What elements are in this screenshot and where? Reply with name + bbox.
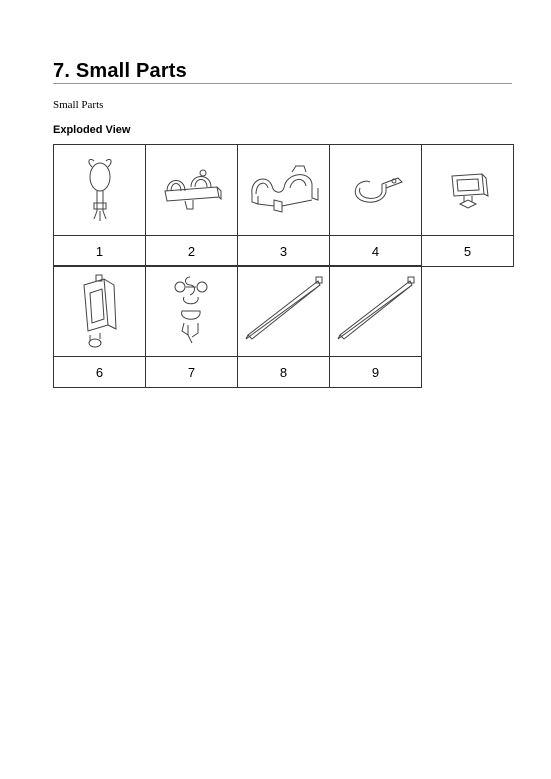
part-number-7: 7: [146, 357, 238, 388]
part-number-8: 8: [238, 357, 330, 388]
part-2-image-cell: [146, 145, 238, 236]
part-1-image-cell: [54, 145, 146, 236]
box-clip-icon: [78, 273, 122, 349]
part-number-9: 9: [330, 357, 422, 388]
part-number-2: 2: [146, 236, 238, 267]
parts-table-row-1: [53, 144, 514, 267]
part-number-3: 3: [238, 236, 330, 267]
harness-clip-icon: [170, 273, 214, 349]
part-5-image-cell: [422, 145, 514, 236]
page-subtitle: Small Parts: [53, 99, 104, 111]
part-4-image-cell: [330, 145, 422, 236]
cable-tie-mount-icon: [80, 155, 120, 225]
page-title: 7. Small Parts: [53, 60, 187, 82]
cable-tie-icon: [242, 273, 326, 349]
section-heading: Exploded View: [53, 124, 131, 136]
part-number-1: 1: [54, 236, 146, 267]
square-clip-icon: [446, 168, 490, 212]
double-clamp-icon: [159, 165, 225, 215]
part-number-6: 6: [54, 357, 146, 388]
part-number-5: 5: [422, 236, 514, 267]
pipe-clamp-icon: [346, 170, 406, 210]
title-divider: [53, 83, 512, 84]
parts-table-row-2: [53, 265, 422, 388]
cable-tie-icon: [334, 273, 418, 349]
part-7-image-cell: [146, 266, 238, 357]
wire-holder-icon: [246, 162, 322, 218]
part-number-4: 4: [330, 236, 422, 267]
part-3-image-cell: [238, 145, 330, 236]
part-8-image-cell: [238, 266, 330, 357]
part-6-image-cell: [54, 266, 146, 357]
part-9-image-cell: [330, 266, 422, 357]
